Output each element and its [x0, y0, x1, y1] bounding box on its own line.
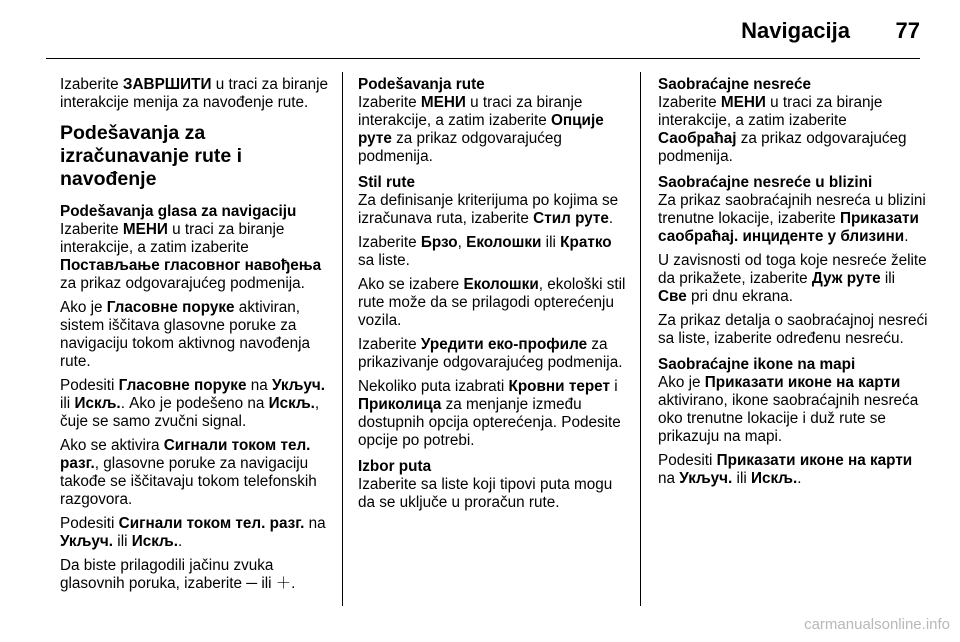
subsection-heading: Saobraćajne nesreće u blizini [658, 174, 873, 191]
paragraph [358, 336, 628, 372]
column-divider-2 [640, 72, 641, 606]
paragraph [60, 557, 330, 593]
text: Ako se izabere [358, 276, 464, 293]
text: na [658, 470, 680, 487]
paragraph [658, 252, 928, 306]
text: Za definisanje kriterijuma po kojima se izračunava ruta, izaberite [358, 192, 619, 227]
text: Izaberite [658, 94, 721, 111]
text: u traci za biranje interakcije menija za navođenje rute. [60, 76, 328, 111]
text: ili [257, 575, 276, 592]
text: ili [113, 533, 132, 550]
menu-term: Искљ. [268, 395, 315, 412]
text: Ako je [658, 374, 705, 391]
minus-icon: ─ [246, 575, 258, 592]
section-heading: Podešavanja za izračunavanje rute i navođenje [60, 122, 243, 190]
paragraph [60, 437, 330, 509]
paragraph [658, 452, 928, 488]
text: aktiviran, sistem iščitava glasovne poruke za navigaciju tokom aktivnog navođenja rute. [60, 299, 311, 370]
menu-term: Приказати саобраћај. инциденте у близини [658, 210, 919, 245]
column-3 [658, 76, 928, 494]
text: . [797, 470, 802, 487]
text: Nekoliko puta izabrati [358, 378, 509, 395]
menu-term: Еколошки [463, 276, 539, 293]
text: Izaberite [60, 221, 123, 238]
text: Izaberite [358, 234, 421, 251]
text: na [304, 515, 326, 532]
text: za menjanje između dostupnih opcija opterećenja. Podesite opcije po potrebi. [358, 396, 621, 449]
menu-term: Опције руте [358, 112, 604, 147]
text: . Ako je podešeno na [120, 395, 269, 412]
text: za prikaz odgovarajućeg podmenija. [358, 130, 562, 165]
text: Da biste prilagodili jačinu zvuka glasovnih poruka, izaberite [60, 557, 274, 592]
menu-term: Сигнали током тел. разг. [60, 437, 311, 472]
menu-term: Постављање гласовног навођења [60, 257, 322, 274]
menu-term: Еколошки [466, 234, 542, 251]
column-2 [358, 76, 628, 518]
text: Podesiti [60, 377, 119, 394]
header-divider [46, 58, 920, 59]
map-icons-paragraph [658, 356, 928, 446]
menu-term: МЕНИ [420, 94, 466, 111]
text: sa liste. [358, 252, 410, 269]
text: ili [732, 470, 752, 487]
text: za prikaz odgovarajućeg podmenija. [658, 130, 907, 165]
text: za prikaz odgovarajućeg podmenija. [60, 275, 305, 292]
menu-term: Искљ. [131, 533, 178, 550]
menu-term: Кровни терет [508, 378, 610, 395]
column-divider-1 [342, 72, 343, 606]
menu-term: Кратко [560, 234, 612, 251]
menu-term: Укључ. [60, 533, 114, 550]
intro-paragraph [60, 76, 330, 112]
route-style-paragraph [358, 174, 628, 228]
menu-term: Дуж руте [811, 270, 881, 287]
menu-term: Приказати иконе на карти [704, 374, 901, 391]
text: Podesiti [658, 452, 717, 469]
menu-term: Гласовне поруке [118, 377, 247, 394]
paragraph [60, 377, 330, 431]
text: Ako se aktivira [60, 437, 164, 454]
text: Ako je [60, 299, 107, 316]
menu-term: Приказати иконе на карти [716, 452, 913, 469]
text: ili [541, 234, 561, 251]
road-selection-paragraph [358, 458, 628, 512]
text: , čuje se samo zvučni signal. [60, 395, 320, 430]
text: ili [880, 270, 896, 287]
menu-term: Саобраћај [658, 130, 737, 147]
menu-term: Укључ. [679, 470, 733, 487]
menu-term: МЕНИ [122, 221, 168, 238]
text: , ekološki stil rute može da se prilagodi opterećenju vozila. [358, 276, 626, 329]
menu-term: Уредити еко-профиле [420, 336, 588, 353]
text: u traci za biranje interakcije, a zatim izaberite [658, 94, 883, 129]
subsection-heading: Izbor puta [358, 458, 432, 475]
plus-icon: ＋ [275, 575, 292, 592]
menu-term: Брзо [420, 234, 458, 251]
text: . [904, 228, 909, 245]
text: pri dnu ekrana. [686, 288, 794, 305]
column-1 [60, 76, 330, 599]
subsection-heading: Stil rute [358, 174, 415, 191]
subsection-heading: Podešavanja rute [358, 76, 485, 93]
text: Izaberite [358, 336, 421, 353]
menu-term: Искљ. [74, 395, 121, 412]
paragraph [60, 515, 330, 551]
page-title: Navigacija [741, 18, 850, 43]
paragraph [358, 276, 628, 330]
menu-term: Све [658, 288, 687, 305]
text: u traci za biranje interakcije, a zatim izaberite [60, 221, 285, 256]
text: U zavisnosti od toga koje nesreće želite da prikažete, izaberite [658, 252, 927, 287]
menu-term: Гласовне поруке [106, 299, 235, 316]
nearby-incidents-paragraph [658, 174, 928, 246]
text: , [457, 234, 467, 251]
text: . [177, 533, 183, 550]
text: aktivirano, ikone saobraćajnih nesreća oko trenutne lokacije i duž rute se prikazuju na mapi. [658, 392, 919, 445]
text: . [291, 575, 296, 592]
traffic-incidents-paragraph [658, 76, 928, 166]
menu-term: ЗАВРШИТИ [122, 76, 212, 93]
menu-term: Укључ. [271, 377, 326, 394]
menu-term: МЕНИ [720, 94, 766, 111]
menu-term: Стил руте [533, 210, 609, 227]
text: za prikazivanje odgovarajućeg podmenija. [358, 336, 623, 371]
voice-settings-paragraph [60, 203, 330, 293]
paragraph [358, 234, 628, 270]
watermark: carmanualsonline.info [804, 616, 950, 633]
text: . [608, 210, 614, 227]
text: Izaberite sa liste koji tipovi puta mogu da se uključe u proračun rute. [358, 476, 613, 511]
subsection-heading: Saobraćajne nesreće [658, 76, 812, 93]
page-number: 77 [895, 18, 920, 43]
paragraph: Za prikaz detalja o saobraćajnoj nesreći sa liste, izaberite određenu nesreću. [658, 312, 928, 347]
route-settings-paragraph [358, 76, 628, 166]
menu-term: Искљ. [751, 470, 798, 487]
text: Izaberite [60, 76, 123, 93]
text: , glasovne poruke za navigaciju takođe se iščitavaju tokom telefonskih razgovora. [60, 455, 317, 508]
text: na [246, 377, 272, 394]
text: Podesiti [60, 515, 119, 532]
subsection-heading: Podešavanja glasa za navigaciju [60, 203, 297, 220]
text: i [609, 378, 618, 395]
paragraph [358, 378, 628, 450]
menu-term: Сигнали током тел. разг. [118, 515, 305, 532]
text: ili [60, 395, 75, 412]
text: Za prikaz saobraćajnih nesreća u blizini trenutne lokacije, izaberite [658, 192, 926, 227]
text: u traci za biranje interakcije, a zatim izaberite [358, 94, 583, 129]
menu-term: Приколица [358, 396, 442, 413]
text: Izaberite [358, 94, 421, 111]
subsection-heading: Saobraćajne ikone na mapi [658, 356, 856, 373]
paragraph [60, 299, 330, 371]
